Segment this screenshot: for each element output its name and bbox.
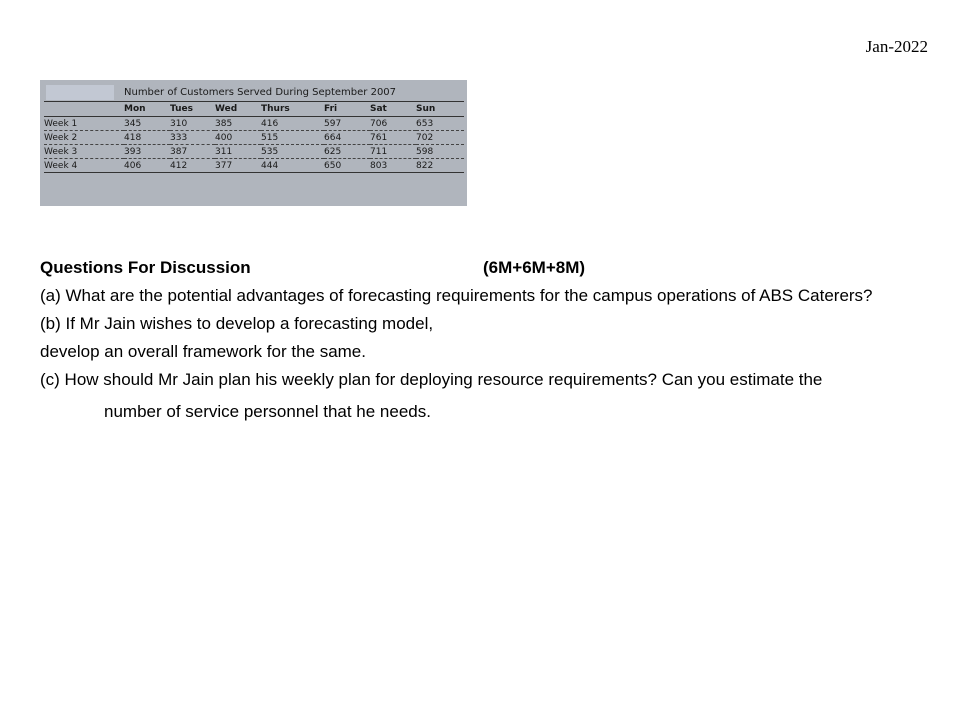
table-cell: 653 — [416, 117, 464, 131]
question-a: (a) What are the potential advantages of forecasting requirements for the campus operations of ABS Caterers? — [40, 286, 873, 305]
table-cell: 761 — [370, 131, 416, 145]
table-cell: 598 — [416, 145, 464, 159]
row-label: Week 4 — [44, 159, 124, 173]
column-header: Fri — [324, 102, 370, 117]
question-b-line2: develop an overall framework for the same. — [40, 342, 366, 361]
table-cell: 822 — [416, 159, 464, 173]
table-cell: 711 — [370, 145, 416, 159]
table-cell: 393 — [124, 145, 170, 159]
questions-section — [40, 254, 930, 426]
question-c-continuation: number of service personnel that he needs. — [104, 402, 431, 421]
row-label: Week 2 — [44, 131, 124, 145]
table-cell: 664 — [324, 131, 370, 145]
table-cell: 387 — [170, 145, 215, 159]
table-cell: 416 — [261, 117, 324, 131]
table-cell: 385 — [215, 117, 261, 131]
table-title: Number of Customers Served During September 2007 — [124, 83, 464, 102]
row-label: Week 1 — [44, 117, 124, 131]
table-cell: 311 — [215, 145, 261, 159]
table-cell: 400 — [215, 131, 261, 145]
table-row — [44, 131, 464, 145]
table-cell: 333 — [170, 131, 215, 145]
table-row — [44, 117, 464, 131]
table-cell: 418 — [124, 131, 170, 145]
column-header: Mon — [124, 102, 170, 117]
table-header-row — [44, 102, 464, 117]
question-b-line1: (b) If Mr Jain wishes to develop a forecasting model, — [40, 314, 434, 333]
table-cell: 650 — [324, 159, 370, 173]
column-header: Sun — [416, 102, 464, 117]
table-title-row — [44, 83, 464, 102]
customers-table — [44, 83, 464, 173]
table-cell: 444 — [261, 159, 324, 173]
column-header: Thurs — [261, 102, 324, 117]
table-cell: 625 — [324, 145, 370, 159]
table-cell: 597 — [324, 117, 370, 131]
document-date: Jan-2022 — [865, 37, 928, 56]
table-row — [44, 145, 464, 159]
question-c: (c) How should Mr Jain plan his weekly plan for deploying resource requirements? Can you estimate the — [40, 370, 823, 389]
row-label: Week 3 — [44, 145, 124, 159]
column-header: Tues — [170, 102, 215, 117]
table-header-corner — [44, 102, 124, 117]
table-cell: 706 — [370, 117, 416, 131]
table-cell: 702 — [416, 131, 464, 145]
table-row — [44, 159, 464, 173]
table-cell: 377 — [215, 159, 261, 173]
table-cell: 406 — [124, 159, 170, 173]
table-cell: 345 — [124, 117, 170, 131]
column-header: Sat — [370, 102, 416, 117]
customers-table-image — [40, 80, 467, 206]
questions-heading: Questions For Discussion — [40, 258, 251, 277]
table-cell: 803 — [370, 159, 416, 173]
table-cell: 515 — [261, 131, 324, 145]
marks-allocation: (6M+6M+8M) — [483, 258, 586, 277]
column-header: Wed — [215, 102, 261, 117]
table-cell: 310 — [170, 117, 215, 131]
questions-heading-line — [40, 254, 930, 282]
table-cell: 412 — [170, 159, 215, 173]
table-cell: 535 — [261, 145, 324, 159]
